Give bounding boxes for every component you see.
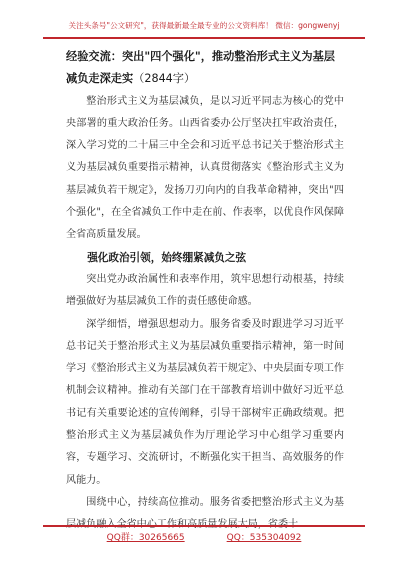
- title-text: 经验交流：突出"四个强化"，推动整治形式主义为基层减负走深走实: [66, 50, 335, 86]
- footer-divider: [43, 525, 365, 527]
- section-heading: 强化政治引领，始终绷紧减负之弦: [87, 251, 247, 264]
- footer-contact: [43, 530, 365, 546]
- section-paragraph: 深学细悟，增强思想动力。服务省委及时跟进学习习近平总书记关于整治形式主义为基层减负重要指示精神，第一时间学习《整治形式主义为基层减负若干规定》、中央层面专项工作机制会议精神。推动有关部门在干部教育培训中做好习近平总书记有关重要论述的宣传阐释，引导干部树牢正确政绩观。把整治形式主义为基层减负作为厅理论学习中心组学习重要内容，专题学习、交流研讨，不断强化实干担当、高效服务的作风能力。: [66, 318, 344, 486]
- word-count: （2844字）: [133, 72, 196, 86]
- document-title: [66, 46, 344, 91]
- section-paragraph: 围绕中心，持续高位推动。服务省委把整治形式主义为基: [86, 496, 344, 508]
- document-body: [66, 46, 344, 537]
- header-divider: [43, 37, 365, 39]
- header-banner: 关注头条号"公文研究"，获得最新最全最专业的公文资料库！ 微信：gongwenyj: [68, 21, 340, 30]
- section-paragraph: 突出党办政治属性和表率作用，筑牢思想行动根基，持续增强做好为基层减负工作的责任感使命感。: [66, 273, 344, 308]
- qq-contact-link[interactable]: QQ：535304092: [226, 533, 302, 543]
- intro-paragraph: 整治形式主义为基层减负，是以习近平同志为核心的党中央部署的重大政治任务。山西省委办公厅坚决扛牢政治责任，深入学习党的二十届三中全会和习近平总书记关于整治形式主义为基层减负重要指示精神，认真贯彻落实《整治形式主义为基层减负若干规定》，发扬刀刃向内的自我革命精神，突出"四个强化"，在全省减负工作中走在前、作表率，以优良作风保障全省高质量发展。: [66, 95, 344, 241]
- qq-group-link[interactable]: QQ群：30265665: [106, 533, 185, 543]
